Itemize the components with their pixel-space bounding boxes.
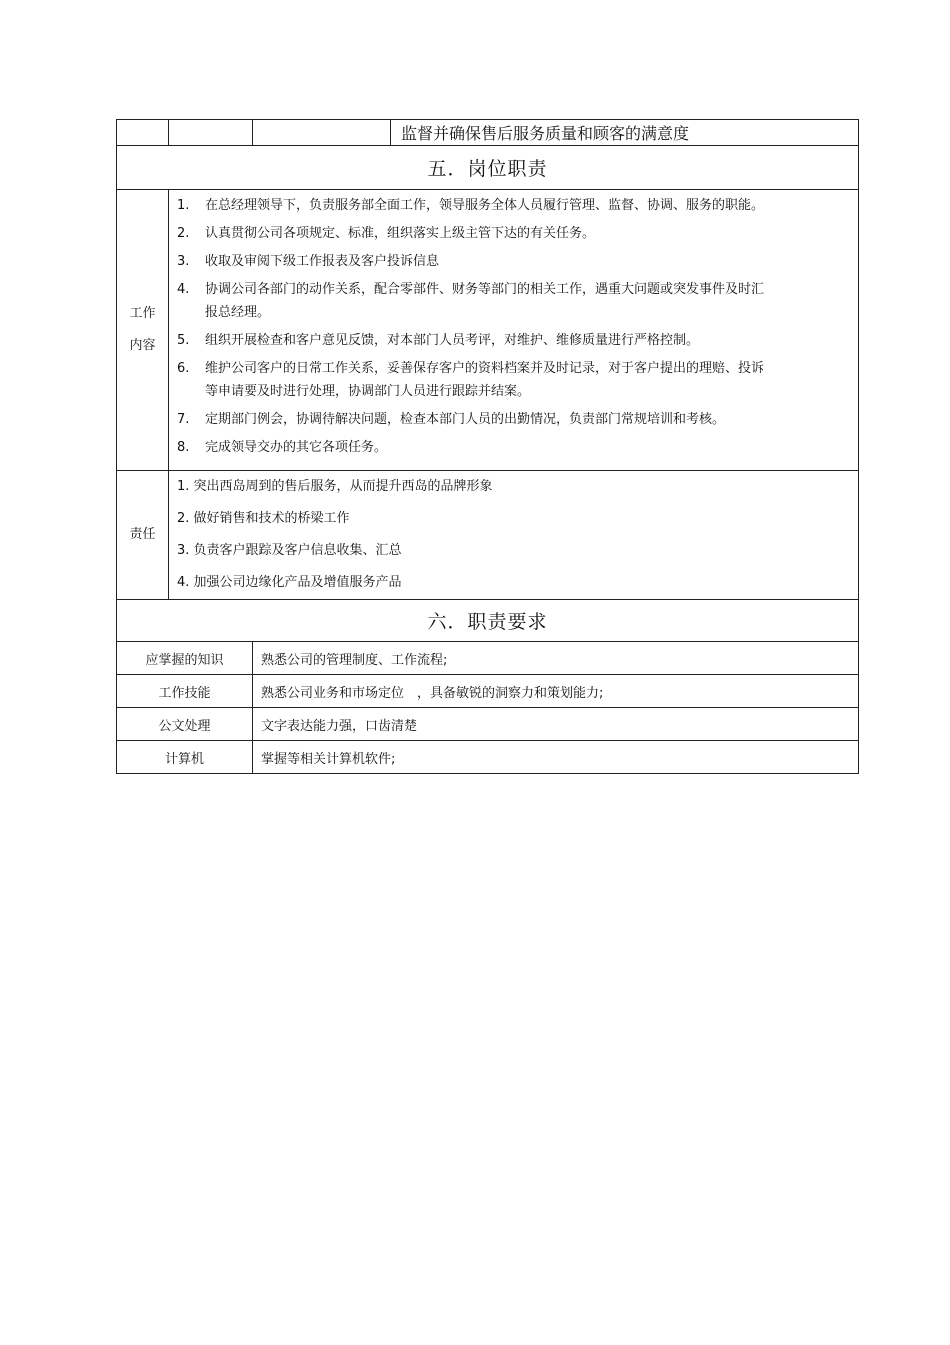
section-5-title: 五．岗位职责 [117, 146, 859, 190]
job-description-table [116, 119, 859, 774]
table-row [117, 741, 859, 774]
list-item: 3. 负责客户跟踪及客户信息收集、汇总 [177, 543, 402, 558]
list-item: 1. 突出西岛周到的售后服务，从而提升西岛的品牌形象 [177, 479, 493, 494]
requirement-value: 熟悉公司业务和市场定位 ，具备敏锐的洞察力和策划能力; [253, 675, 859, 708]
list-item: 6. 维护公司客户的日常工作关系，妥善保存客户的资料档案并及时记录，对于客户提出的理赔、投诉等申请要及时进行处理，协调部门人员进行跟踪并结案。 [177, 361, 765, 399]
table-row [117, 708, 859, 741]
table-row [117, 675, 859, 708]
list-item: 4. 加强公司边缘化产品及增值服务产品 [177, 575, 402, 590]
top-row-empty-cell-3 [253, 120, 391, 146]
list-item: 4. 协调公司各部门的动作关系，配合零部件、财务等部门的相关工作，遇重大问题或突发事件及时汇报总经理。 [177, 282, 765, 320]
section-6-row [117, 600, 859, 642]
section-5-row [117, 146, 859, 190]
responsibility-row [117, 471, 859, 600]
work-content-label-line2: 内容 [129, 338, 156, 353]
work-content-label [117, 190, 169, 471]
responsibility-label: 责任 [117, 471, 169, 600]
section-6-title: 六．职责要求 [117, 600, 859, 642]
work-content-list [169, 190, 858, 470]
work-content-row [117, 190, 859, 471]
list-item: 1. 在总经理领导下，负责服务部全面工作，领导服务全体人员履行管理、监督、协调、服务的职能。 [177, 198, 765, 213]
responsibility-cell [169, 471, 859, 600]
top-row-empty-cell-1 [117, 120, 169, 146]
list-item: 3. 收取及审阅下级工作报表及客户投诉信息 [177, 254, 440, 269]
list-item: 2. 做好销售和技术的桥梁工作 [177, 511, 350, 526]
requirement-value: 文字表达能力强，口齿清楚 [253, 708, 859, 741]
list-item: 7. 定期部门例会，协调待解决问题，检查本部门人员的出勤情况，负责部门常规培训和考核。 [177, 412, 726, 427]
requirement-label: 工作技能 [117, 675, 253, 708]
list-item: 2. 认真贯彻公司各项规定、标准，组织落实上级主管下达的有关任务。 [177, 226, 596, 241]
work-content-cell [169, 190, 859, 471]
requirement-label: 应掌握的知识 [117, 642, 253, 675]
responsibility-list [169, 471, 858, 599]
requirement-label: 计算机 [117, 741, 253, 774]
requirement-value: 掌握等相关计算机软件; [253, 741, 859, 774]
list-item: 5. 组织开展检查和客户意见反馈，对本部门人员考评，对维护、维修质量进行严格控制。 [177, 333, 700, 348]
list-item: 8. 完成领导交办的其它各项任务。 [177, 440, 388, 455]
top-row [117, 120, 859, 146]
work-content-label-line1: 工作 [129, 306, 156, 321]
job-description-document [116, 119, 858, 774]
top-row-text: 监督并确保售后服务质量和顾客的满意度 [391, 120, 859, 146]
requirement-label: 公文处理 [117, 708, 253, 741]
requirement-value: 熟悉公司的管理制度、工作流程; [253, 642, 859, 675]
top-row-empty-cell-2 [169, 120, 253, 146]
table-row [117, 642, 859, 675]
